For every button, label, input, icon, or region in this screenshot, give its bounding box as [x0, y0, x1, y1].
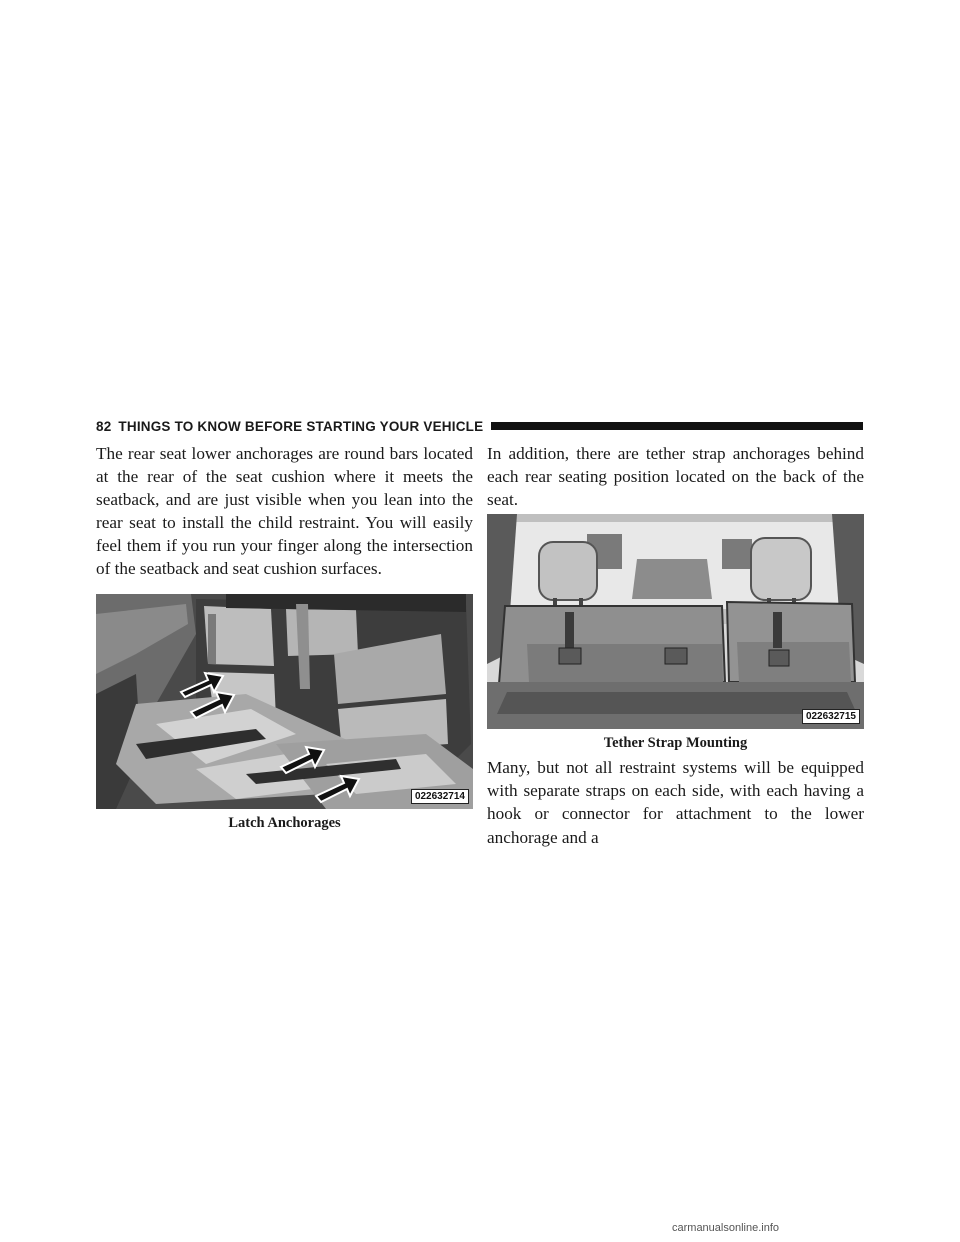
latch-anchorages-illustration — [96, 594, 473, 809]
page-number: 82 — [96, 418, 112, 434]
right-column — [487, 442, 864, 849]
figure-code: 022632714 — [411, 789, 469, 804]
left-column — [96, 442, 473, 832]
tether-strap-illustration — [487, 514, 864, 729]
latch-anchorages-figure — [96, 594, 473, 809]
tether-strap-figure — [487, 514, 864, 729]
figure-caption: Tether Strap Mounting — [603, 735, 748, 752]
lower-anchorages-paragraph: The rear seat lower anchorages are round bars located at the rear of the seat cushion where it meets the seatback, and are just visible when you lean into the rear seat to install the child restraint. You will easily feel them if you run your finger along the intersection of the seatback and seat cushion surfaces. — [96, 444, 473, 579]
restraint-straps-paragraph: Many, but not all restraint systems will be equipped with separate straps on each side, with each having a hook or connector for attachment to the lower anchorage and a — [487, 758, 864, 847]
watermark: carmanualsonline.info — [672, 1222, 780, 1234]
figure-caption: Latch Anchorages — [228, 814, 341, 831]
header-rule — [491, 422, 863, 430]
figure-code: 022632715 — [802, 709, 860, 724]
tether-anchorages-paragraph: In addition, there are tether strap anchorages behind each rear seating position located on the back of the seat. — [487, 444, 864, 510]
section-title: THINGS TO KNOW BEFORE STARTING YOUR VEHICLE — [118, 418, 484, 434]
page-header — [96, 416, 863, 436]
